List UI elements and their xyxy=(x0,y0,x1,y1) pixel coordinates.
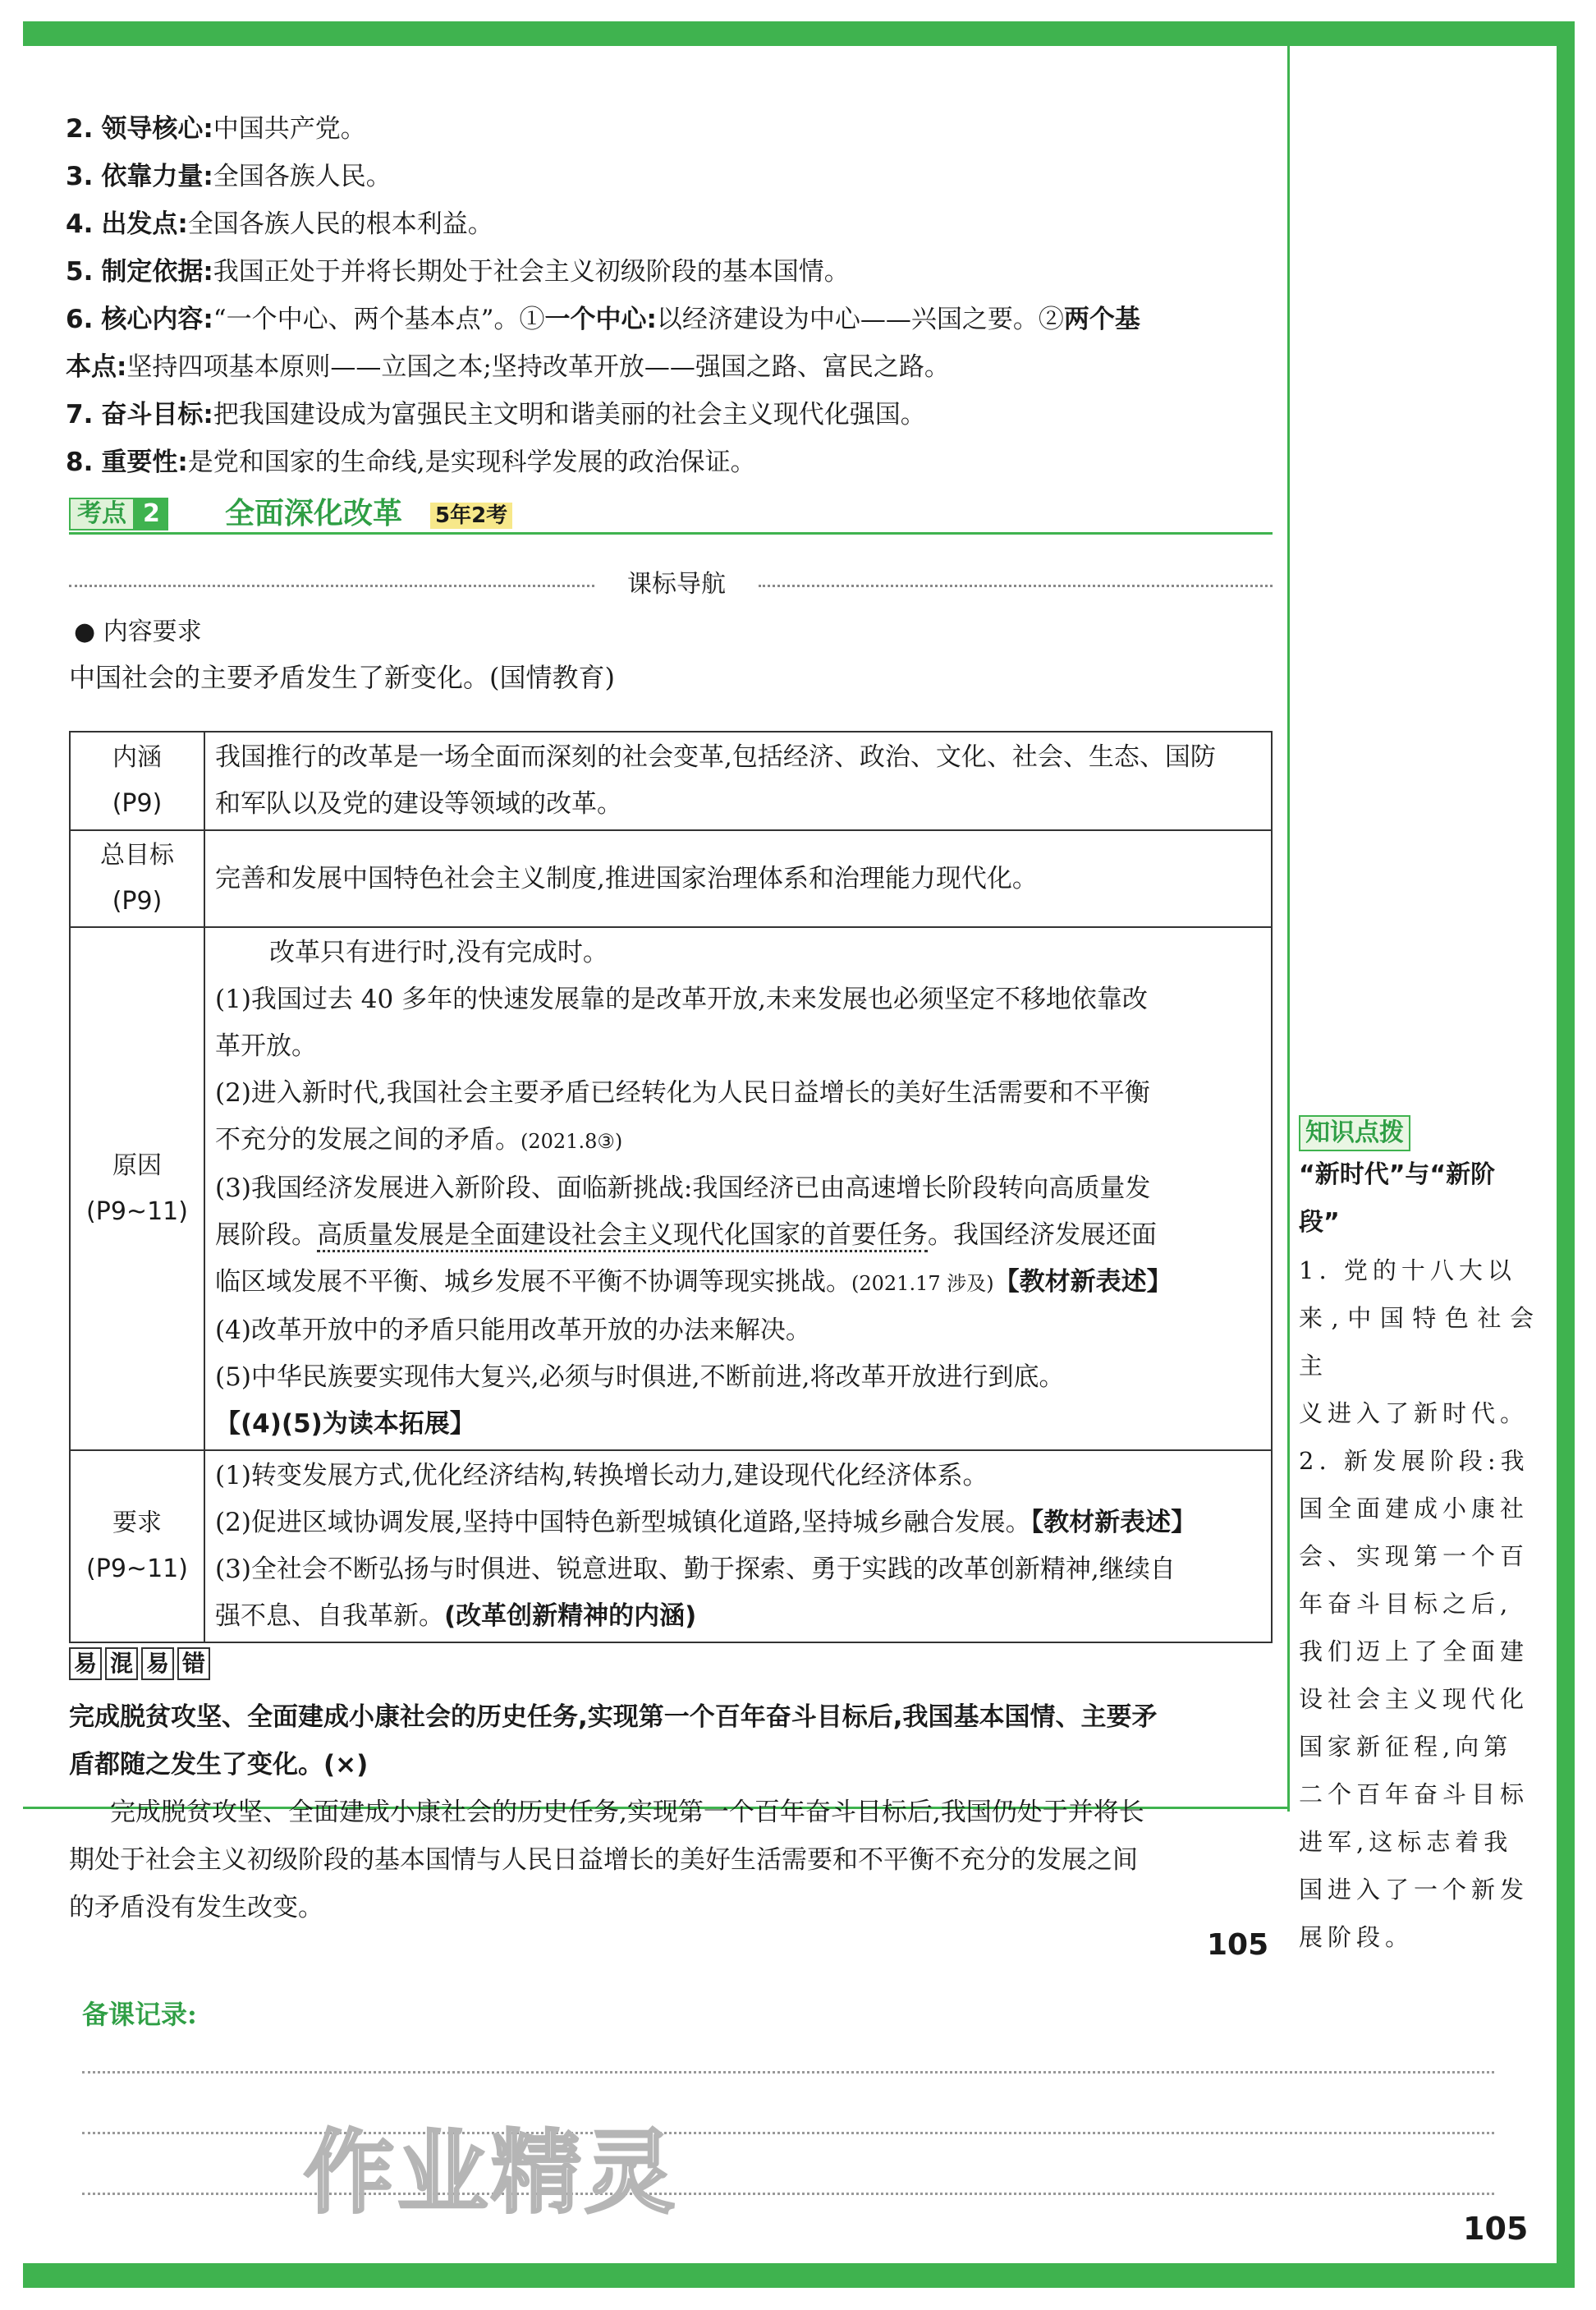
list-item-continued: 本点:坚持四项基本原则——立国之本;坚持改革开放——强国之路、富民之路。 xyxy=(66,352,950,382)
sidebar-tip xyxy=(1299,1115,1539,1961)
table-row xyxy=(70,732,1272,830)
row-content: 我国推行的改革是一场全面而深刻的社会变革,包括经济、政治、文化、社会、生态、国防 和军队以及党的建设等领域的改革。 xyxy=(204,732,1272,830)
nav-title: 课标导航 xyxy=(627,570,726,599)
tip-badge: 知识点拨 xyxy=(1299,1115,1410,1151)
note-line xyxy=(82,2132,1494,2134)
note-line xyxy=(82,2071,1494,2073)
note-line xyxy=(82,2193,1494,2195)
list-item: 8. 重要性:是党和国家的生命线,是实现科学发展的政治保证。 xyxy=(66,448,756,477)
row-label: 原因 (P9~11) xyxy=(70,927,204,1450)
row-label: 总目标 (P9) xyxy=(70,830,204,927)
list-item: 7. 奋斗目标:把我国建设成为富强民主文明和谐美丽的社会主义现代化强国。 xyxy=(66,400,926,429)
row-content: 完善和发展中国特色社会主义制度,推进国家治理体系和治理能力现代化。 xyxy=(204,830,1272,927)
divider-line xyxy=(69,585,594,587)
misconception-explanation: 完成脱贫攻坚、全面建成小康社会的历史任务,实现第一个百年奋斗目标后,我国仍处于并将长 期处于社会主义初级阶段的基本国情与人民日益增长的美好生活需要和不平衡不充分的发展之间 的矛盾没有发生改变。 xyxy=(69,1798,1144,1922)
exam-frequency-note: 5年2考 xyxy=(430,503,512,529)
requirement-text: 中国社会的主要矛盾发生了新变化。(国情教育) xyxy=(69,662,615,693)
knowledge-table xyxy=(69,731,1273,1643)
list-item: 5. 制定依据:我国正处于并将长期处于社会主义初级阶段的基本国情。 xyxy=(66,257,850,287)
notes-label: 备课记录: xyxy=(82,1999,197,2030)
section-title: 全面深化改革 xyxy=(225,497,403,530)
section-header xyxy=(69,496,1273,535)
easy-confuse-badge: 易 混 易 错 xyxy=(69,1647,210,1680)
watermark: 作业精灵 xyxy=(304,2120,678,2225)
sidebar-divider xyxy=(1287,46,1290,1812)
top-green-border xyxy=(23,21,1573,46)
row-content: (1)转变发展方式,优化经济结构,转换增长动力,建设现代化经济体系。 (2)促进区域协调发展,坚持中国特色新型城镇化道路,坚持城乡融合发展。【教材新表述】 (3)全社会不断弘扬与时俱进、锐意进取、勤于探索、勇于实践的改革创新精神,继续自 强不息、自我革新。(改革创新精神的内涵) xyxy=(204,1450,1272,1642)
row-content: 改革只有进行时,没有完成时。 (1)我国过去 40 多年的快速发展靠的是改革开放,未来发展也必须坚定不移地依靠改 革开放。 (2)进入新时代,我国社会主要矛盾已经转化为人民日益增长的美好生活需要和不平衡 不充分的发展之间的矛盾。(2021.8③) (3)我国经济发展进入新阶段、面临新挑战:我国经济已由高速增长阶段转向高质量发 展阶段。高质量发展是全面建设社会主义现代化国家的首要任务。我国经济发展还面 临区域发展不平衡、城乡发展不平衡不协调等现实挑战。(2021.17 涉及)【教材新表述】 (4)改革开放中的矛盾只能用改革开放的办法来解决。 (5)中华民族要实现伟大复兴,必须与时俱进,不断前进,将改革开放进行到底。 【(4)(5)为读本拓展】 xyxy=(204,927,1272,1450)
list-item: 6. 核心内容:“一个中心、两个基本点”。①一个中心:以经济建设为中心——兴国之要。②两个基 xyxy=(66,305,1140,334)
right-green-border xyxy=(1557,21,1575,2288)
list-item: 2. 领导核心:中国共产党。 xyxy=(66,114,366,144)
misconception-statement: 完成脱贫攻坚、全面建成小康社会的历史任务,实现第一个百年奋斗目标后,我国基本国情、主要矛 盾都随之发生了变化。(×) xyxy=(69,1702,1158,1780)
list-item: 3. 依靠力量:全国各族人民。 xyxy=(66,162,392,191)
list-item: 4. 出发点:全国各族人民的根本利益。 xyxy=(66,209,493,239)
table-row xyxy=(70,830,1272,927)
page-number: 105 xyxy=(1207,1928,1269,1962)
curriculum-nav-divider xyxy=(69,567,1273,603)
table-row xyxy=(70,1450,1272,1642)
item-list xyxy=(66,105,1273,486)
row-label: 要求 (P9~11) xyxy=(70,1450,204,1642)
table-row xyxy=(70,927,1272,1450)
page-number-outer: 105 xyxy=(1463,2211,1529,2247)
divider-line xyxy=(759,585,1273,587)
tip-title: “新时代”与“新阶 段” xyxy=(1299,1160,1496,1237)
kaodian-badge: 考点 2 xyxy=(69,498,168,530)
row-label: 内涵 (P9) xyxy=(70,732,204,830)
requirement-heading: ● 内容要求 xyxy=(74,618,202,646)
bottom-green-border xyxy=(23,2263,1575,2288)
tip-body: 1. 党的十八大以 来,中国特色社会主 义进入了新时代。 2. 新发展阶段:我 国全面建成小康社 会、实现第一个百 年奋斗目标之后, 我们迈上了全面建 设社会主义现代化 国家新征程,向第 二个百年奋斗目标 进军,这标志着我 国进入了一个新发 展阶段。 xyxy=(1299,1256,1539,1951)
